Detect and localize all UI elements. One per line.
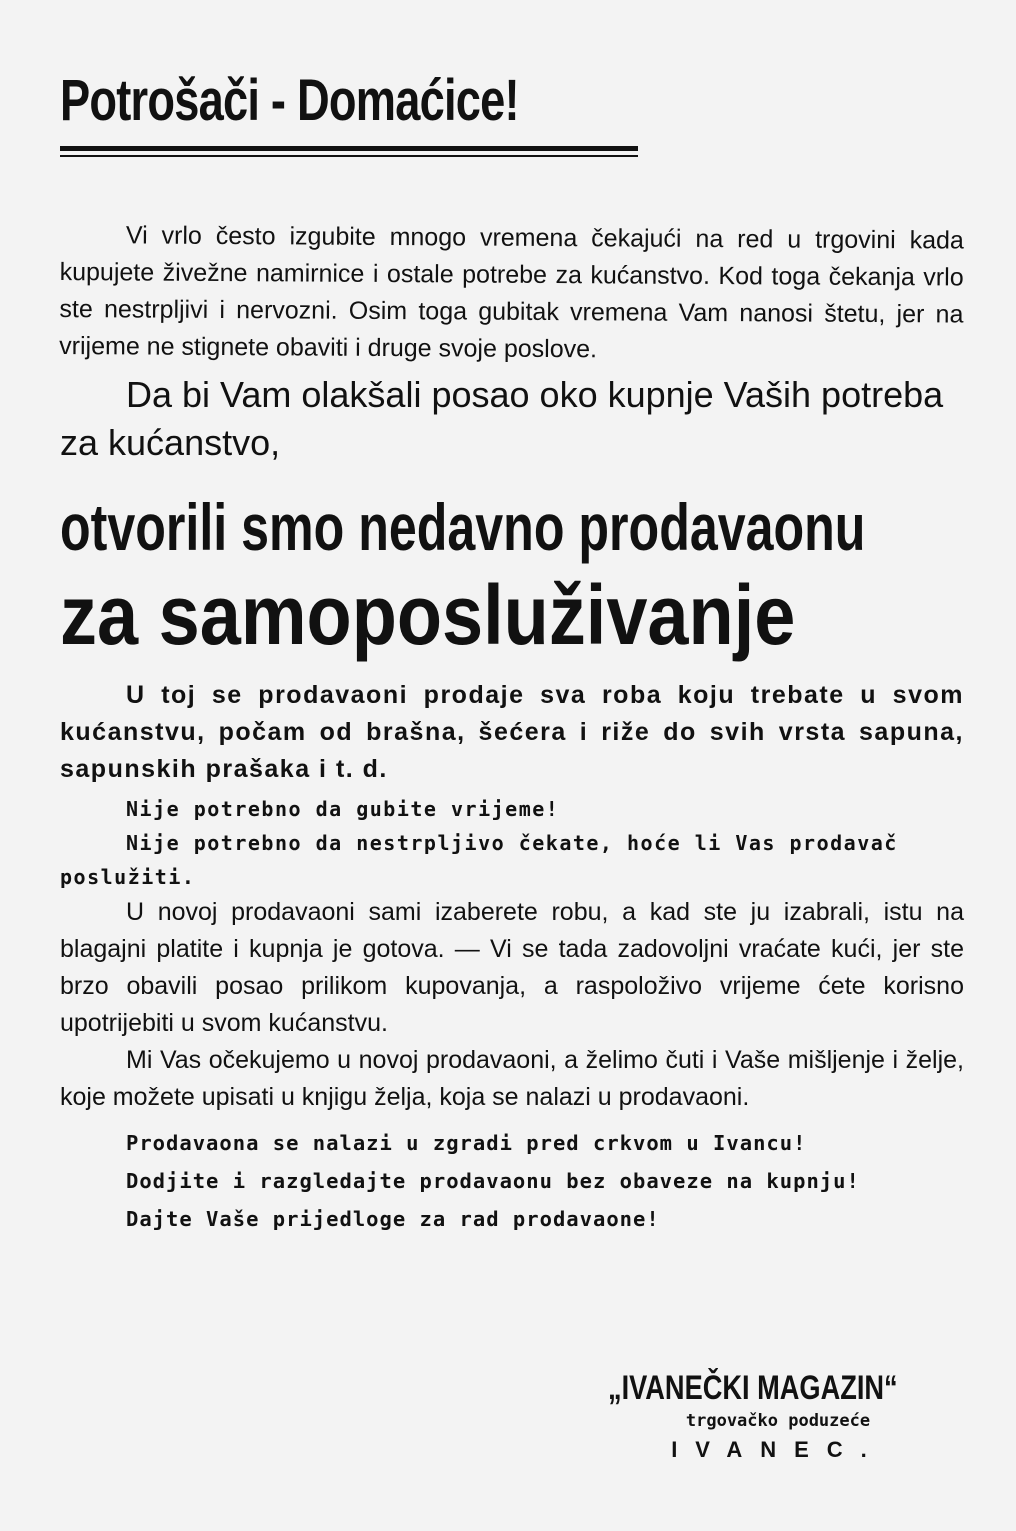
signature-block (608, 1368, 988, 1466)
closing-suggestions: Dajte Vaše prijedloge za rad prodavaone! (126, 1207, 660, 1231)
headline-self-service: za samoposluživanje (60, 568, 796, 662)
title-underline (60, 146, 638, 157)
lead-paragraph: Da bi Vam olakšali posao oko kupnje Vaših potreba za kućanstvo, (60, 374, 944, 463)
intro-paragraph: Vi vrlo često izgubite mnogo vremena čekajući na red u trgovini kada kupujete živežne namirnice i ostale potrebe za kućanstvo. Kod toga čekanja vrlo ste nestrpljivi i nervozni. Osim toga gubitak vremena Vam nanosi štetu, jer na vrijeme ne stignete obaviti i druge svoje poslove. (59, 221, 964, 364)
closing-visit: Dodjite i razgledajte prodavaonu bez obaveze na kupnju! (126, 1169, 860, 1193)
goods-paragraph: U toj se prodavaoni prodaje sva roba koju trebate u svom kućanstvu, počam od brašna, šećera i riže do svih vrsta sapuna, sapunskih prašaka i t. d. (60, 681, 964, 783)
notice-waiting: Nije potrebno da nestrpljivo čekate, hoće li Vas prodavač poslužiti. (60, 831, 898, 889)
expect-paragraph: Mi Vas očekujemo u novoj prodavaoni, a želimo čuti i Vaše mišljenje i želje, koje možete upisati u knjigu želja, koja se nalazi u prodavaoni. (60, 1046, 964, 1111)
closing-lines (60, 1124, 964, 1238)
notices (60, 792, 964, 894)
notice-time: Nije potrebno da gubite vrijeme! (126, 797, 560, 821)
company-city: IVANEC. (671, 1437, 885, 1462)
headline-opened: otvorili smo nedavno prodavaonu (60, 490, 866, 564)
process-paragraph: U novoj prodavaoni sami izaberete robu, a kad ste ju izabrali, istu na blagajni platite i kupnja je gotova. — Vi se tada zadovoljni vraćate kući, jer ste brzo obavili posao prilikom kupovanja, a raspoloživo vrijeme ćete korisno upotrijebiti u svom kućanstvu. (60, 898, 964, 1037)
company-name: „IVANEČKI MAGAZIN“ (608, 1369, 898, 1407)
company-type: trgovačko poduzeće (685, 1411, 871, 1431)
closing-location: Prodavaona se nalazi u zgradi pred crkvom u Ivancu! (126, 1131, 807, 1155)
poster-title: Potrošači - Domaćice! (60, 68, 519, 133)
